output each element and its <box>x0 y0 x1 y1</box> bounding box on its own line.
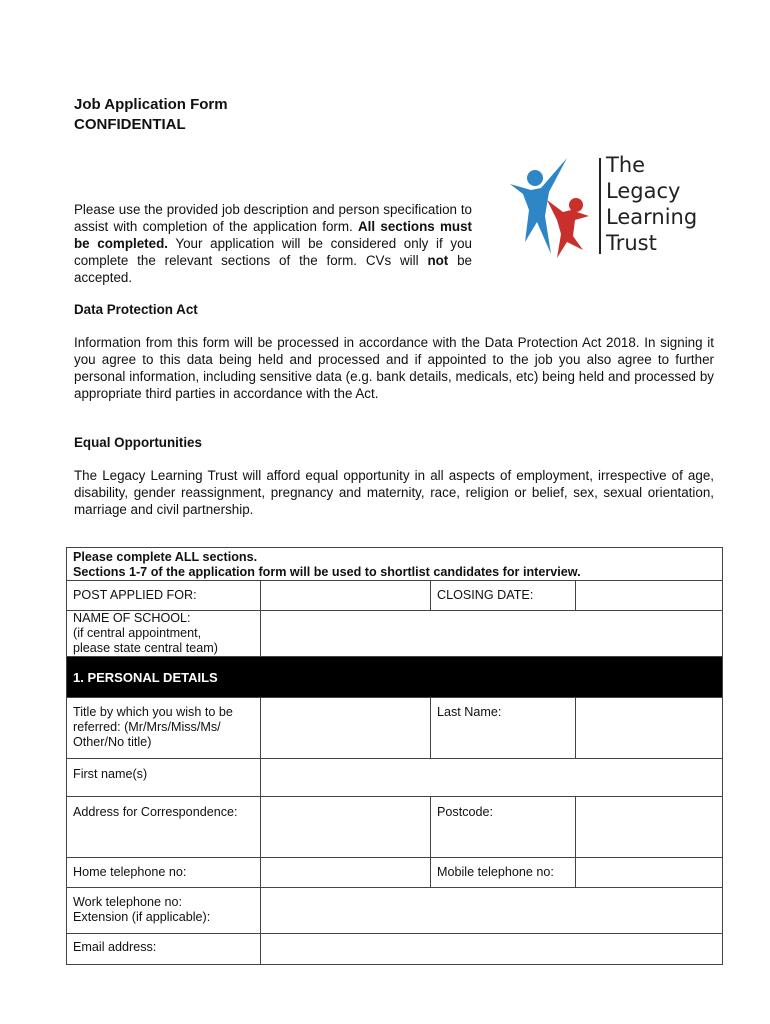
last-name-field[interactable] <box>576 698 723 759</box>
logo-wordmark <box>606 152 697 256</box>
title-label-line-1: Title by which you wish to be <box>73 705 233 719</box>
address-row <box>67 797 723 858</box>
closing-date-field[interactable] <box>576 581 723 611</box>
logo-figures-icon <box>505 150 595 262</box>
first-names-label: First name(s) <box>67 759 261 797</box>
work-telephone-field[interactable] <box>261 888 723 934</box>
work-telephone-row <box>67 888 723 934</box>
equal-opportunities-text: The Legacy Learning Trust will afford equal opportunity in all aspects of employment, irrespective of age, disability, gender reassignment, pregnancy and maternity, race, religion or belief, sex, sexual orientation, marriage and civil partnership. <box>74 468 714 517</box>
logo-divider <box>599 158 601 254</box>
section-1-heading: 1. PERSONAL DETAILS <box>67 657 723 698</box>
intro-text-3: be accepted. <box>74 253 472 285</box>
logo-red-body-icon <box>547 200 589 258</box>
form-intro-line-1: Please complete ALL sections. <box>73 550 258 564</box>
intro-bold-1: All sections must be completed. <box>74 219 472 251</box>
intro-paragraph <box>74 201 472 286</box>
post-row <box>67 581 723 611</box>
name-of-school-field[interactable] <box>261 611 723 657</box>
page-title: Job Application Form <box>74 96 228 113</box>
post-applied-for-label: POST APPLIED FOR: <box>67 581 261 611</box>
mobile-telephone-label: Mobile telephone no: <box>431 858 576 888</box>
form-intro-line-2: Sections 1-7 of the application form will be used to shortlist candidates for interview. <box>73 565 581 579</box>
name-of-school-label <box>67 611 261 657</box>
title-label <box>67 698 261 759</box>
email-label: Email address: <box>67 934 261 965</box>
form-intro-cell <box>67 548 723 581</box>
postcode-field[interactable] <box>576 797 723 858</box>
work-telephone-label <box>67 888 261 934</box>
first-names-field[interactable] <box>261 759 723 797</box>
section-1-row <box>67 657 723 698</box>
work-telephone-line-2: Extension (if applicable): <box>73 910 211 924</box>
work-telephone-line-1: Work telephone no: <box>73 895 182 909</box>
mobile-telephone-field[interactable] <box>576 858 723 888</box>
email-row <box>67 934 723 965</box>
title-label-line-2: referred: (Mr/Mrs/Miss/Ms/ <box>73 720 221 734</box>
data-protection-text: Information from this form will be processed in accordance with the Data Protection Act 2018. In signing it you agree to this data being held and processed and if appointed to the job you also agree to further personal information, including sensitive data (e.g. bank details, medicals, etc) being held and processed by appropriate third parties in accordance with the Act. <box>74 335 714 401</box>
data-protection-heading: Data Protection Act <box>74 302 198 317</box>
logo-line-1: The <box>606 153 646 177</box>
logo-line-4: Trust <box>606 231 657 255</box>
intro-text-2: Your application will be considered only if you complete the relevant sections of the form. CVs will <box>74 236 472 268</box>
confidential-label: CONFIDENTIAL <box>74 116 186 133</box>
logo-line-3: Learning <box>606 205 698 229</box>
equal-opportunities-heading: Equal Opportunities <box>74 435 202 450</box>
telephone-row <box>67 858 723 888</box>
home-telephone-field[interactable] <box>261 858 431 888</box>
title-row <box>67 698 723 759</box>
logo-line-2: Legacy <box>606 179 681 203</box>
closing-date-label: CLOSING DATE: <box>431 581 576 611</box>
home-telephone-label: Home telephone no: <box>67 858 261 888</box>
name-of-school-line-2: (if central appointment, <box>73 626 202 640</box>
form-title-block <box>74 95 228 135</box>
title-field[interactable] <box>261 698 431 759</box>
post-applied-for-field[interactable] <box>261 581 431 611</box>
intro-text-1: Please use the provided job description and person specification to assist with completion of the application form. <box>74 202 472 234</box>
logo-blue-head-icon <box>527 170 543 186</box>
trust-logo <box>505 150 725 262</box>
school-row <box>67 611 723 657</box>
name-of-school-line-1: NAME OF SCHOOL: <box>73 611 191 625</box>
logo-red-head-icon <box>569 198 583 212</box>
last-name-label: Last Name: <box>431 698 576 759</box>
name-of-school-line-3: please state central team) <box>73 641 218 655</box>
address-field[interactable] <box>261 797 431 858</box>
intro-bold-2: not <box>427 253 449 268</box>
first-names-row <box>67 759 723 797</box>
email-field[interactable] <box>261 934 723 965</box>
title-label-line-3: Other/No title) <box>73 735 152 749</box>
postcode-label: Postcode: <box>431 797 576 858</box>
address-label: Address for Correspondence: <box>67 797 261 858</box>
application-form-table <box>66 547 723 965</box>
form-intro-row <box>67 548 723 581</box>
